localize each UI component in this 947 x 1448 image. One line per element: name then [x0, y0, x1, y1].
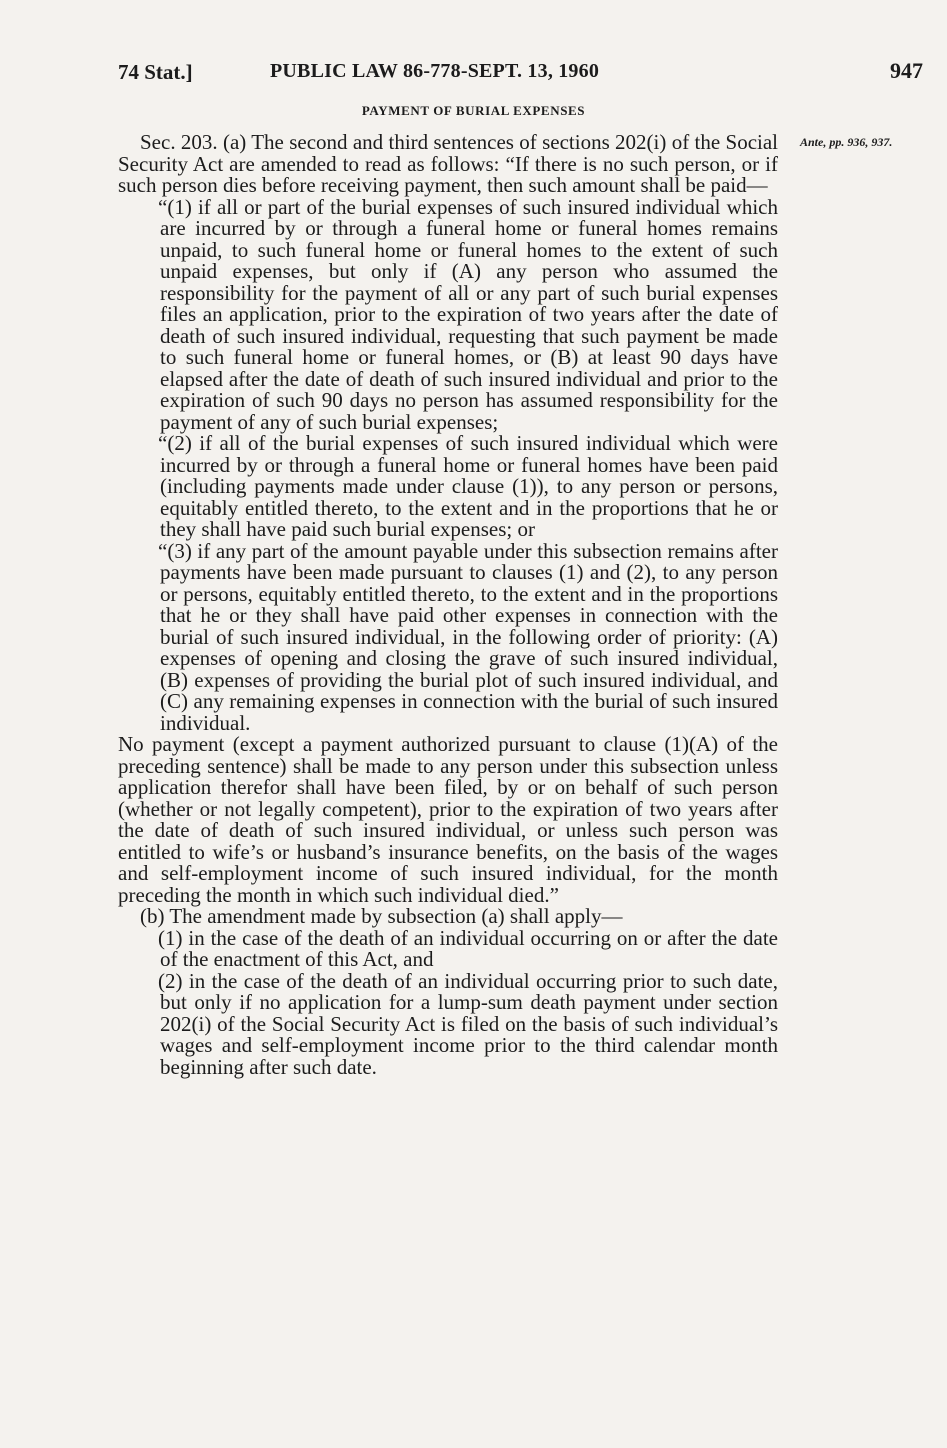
paragraph-sec-203-a: Sec. 203. (a) The second and third sentences of sections 202(i) of the Social Security Act are amended to read as follows: “If there is no such person, or if such person dies before receiving payment, then such amount shall be paid— [118, 130, 778, 197]
clause-2: “(2) if all of the burial expenses of such insured individual which were incurred by or through a funeral home or funeral homes have been paid (including payments made under clause (1)), to any person or persons, equitably entitled thereto, to the extent and in the proportions that he or they shall have paid such burial expenses; or [158, 431, 778, 541]
clause-1: “(1) if all or part of the burial expenses of such insured individual which are incurred by or through a funeral home or funeral homes remains unpaid, to such funeral home or funeral homes to the extent of such unpaid expenses, but only if (A) any person who assumed the responsibility for the payment of all or any part of such burial expenses files an application, prior to the expiration of two years after the date of death of such insured individual, requesting that such payment be made to such funeral home or funeral homes, or (B) at least 90 days have elapsed after the date of death of such insured individual and prior to the expiration of such 90 days no person has assumed responsibility for the payment of any of such burial expenses; [158, 194, 778, 434]
statute-volume: 74 Stat.] [118, 60, 193, 84]
clause-3: “(3) if any part of the amount payable under this subsection remains after payments have been made pursuant to clauses (1) and (2), to any person or persons, equitably entitled thereto, to the extent and in the proportions that he or they shall have paid other expenses in connection with the burial of such insured individual, in the following order of priority: (A) expenses of opening and closing the grave of such insured individual, (B) expenses of providing the burial plot of such insured individual, and (C) any remaining expenses in connection with the burial of such insured individual. [158, 538, 778, 735]
paragraph-no-payment: No payment (except a payment authorized pursuant to clause (1)(A) of the preceding sentence) shall be made to any person under this subsection unless application therefor shall have been filed, by or on behalf of such person (whether or not legally competent), prior to the expiration of two years after the date of death of such insured individual, or unless such person was entitled to wife’s or husband’s insurance benefits, on the basis of the wages and self-employment income of such insured individual, for the month preceding the month in which such individual died.” [118, 732, 778, 907]
public-law-title: PUBLIC LAW 86-778-SEPT. 13, 1960 [270, 60, 600, 82]
paragraph-b-2: (2) in the case of the death of an individual occurring prior to such date, but only if no application for a lump-sum death payment under section 202(i) of the Social Security Act is filed on the basis of such individual’s wages and self-employment income prior to the third calendar month beginning after such date. [158, 968, 778, 1079]
document-body [118, 132, 778, 1078]
paragraph-b-1: (1) in the case of the death of an individual occurring on or after the date of the enactment of this Act, and [158, 925, 778, 971]
margin-note: Ante, pp. 936, 937. [800, 135, 893, 149]
paragraph-b-intro: (b) The amendment made by subsection (a) shall apply— [140, 904, 623, 928]
page-number: 947 [890, 58, 923, 83]
section-heading: PAYMENT OF BURIAL EXPENSES [361, 103, 586, 118]
